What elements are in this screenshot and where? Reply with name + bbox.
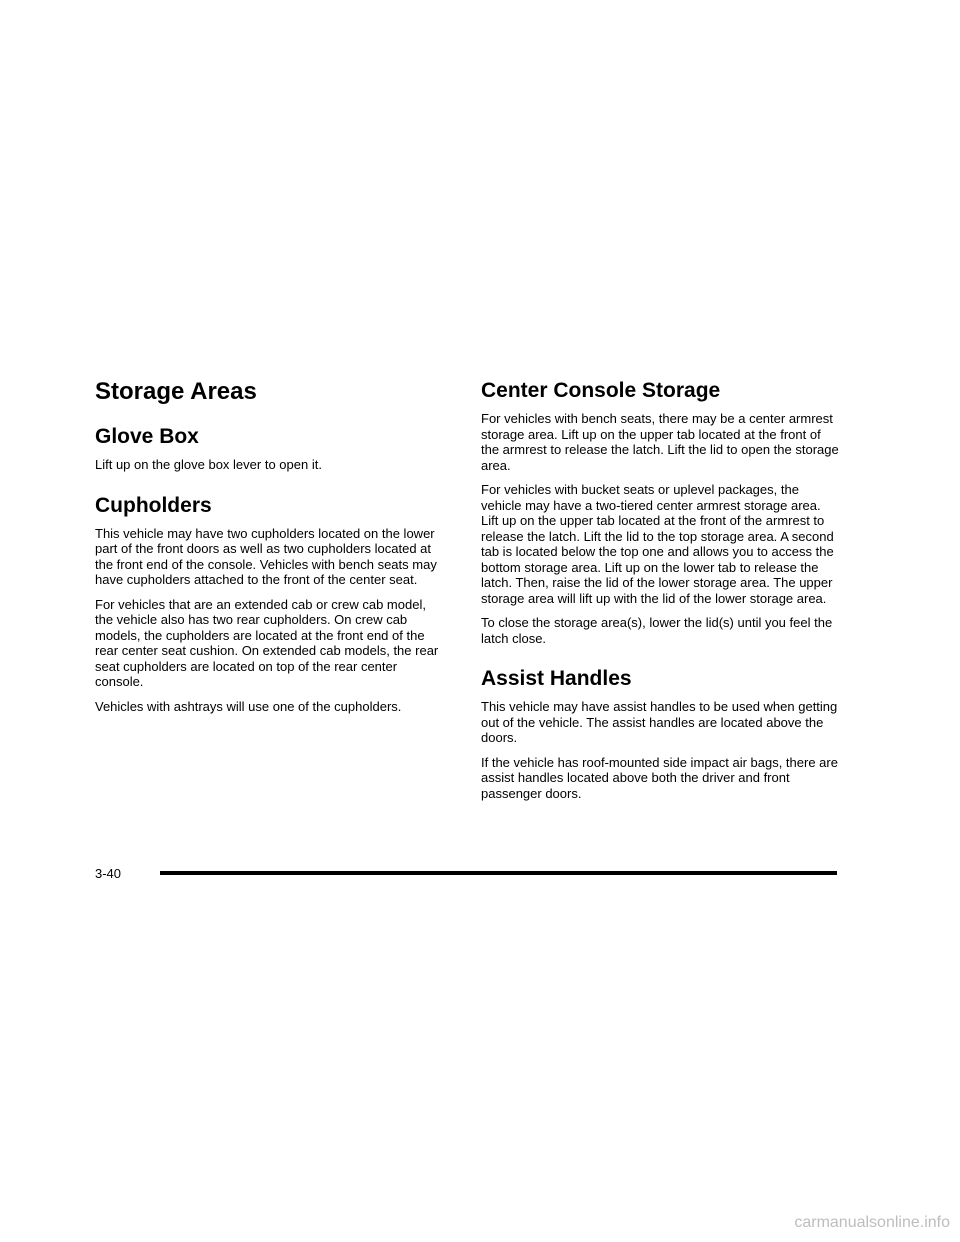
heading-center-console-storage: Center Console Storage xyxy=(481,379,721,402)
assist-handles-paragraph-1: This vehicle may have assist handles to be used when getting out of the vehicle. The assist handles are located above the doors. xyxy=(481,699,838,745)
center-console-paragraph-1: For vehicles with bench seats, there may be a center armrest storage area. Lift up on the upper tab located at the front of the armrest to release the latch. Lift the lid to open the storage area. xyxy=(481,411,839,473)
footer-divider xyxy=(160,871,837,875)
cupholders-paragraph-1: This vehicle may have two cupholders located on the lower part of the front doors as well as two cupholders located at the front end of the console. Vehicles with bench seats may have cupholders attached to the front of the center seat. xyxy=(95,525,437,587)
watermark: carmanualsonline.info xyxy=(794,1214,950,1231)
heading-assist-handles: Assist Handles xyxy=(481,667,632,690)
left-column xyxy=(95,370,445,723)
right-column xyxy=(481,370,841,810)
glove-box-paragraph: Lift up on the glove box lever to open it. xyxy=(95,457,322,472)
center-console-paragraph-2: For vehicles with bucket seats or uplevel packages, the vehicle may have a two-tiered center armrest storage area. Lift up on the upper tab located at the front of the armrest to release the latch. Lift the lid to the top storage area. A second tab is located below the top one and allows you to access the bottom storage area. Lift up on the lower tab to release the latch. Then, raise the lid of the lower storage area. The upper storage area will lift up with the lid of the lower storage area. xyxy=(481,482,834,606)
assist-handles-paragraph-2: If the vehicle has roof-mounted side impact air bags, there are assist handles located above both the driver and front passenger doors. xyxy=(481,754,838,801)
cupholders-paragraph-3: Vehicles with ashtrays will use one of the cupholders. xyxy=(95,698,402,714)
cupholders-paragraph-2: For vehicles that are an extended cab or crew cab model, the vehicle also has two rear cupholders. On crew cab models, the cupholders are located at the front end of the rear center seat cushion. On extended cab models, the rear seat cupholders are located on top of the rear center console. xyxy=(95,596,439,689)
heading-glove-box: Glove Box xyxy=(95,425,199,448)
page-number: 3-40 xyxy=(95,866,122,881)
heading-cupholders: Cupholders xyxy=(95,493,212,517)
section-title-storage-areas: Storage Areas xyxy=(95,378,257,405)
center-console-paragraph-3: To close the storage area(s), lower the lid(s) until you feel the latch close. xyxy=(481,615,833,646)
